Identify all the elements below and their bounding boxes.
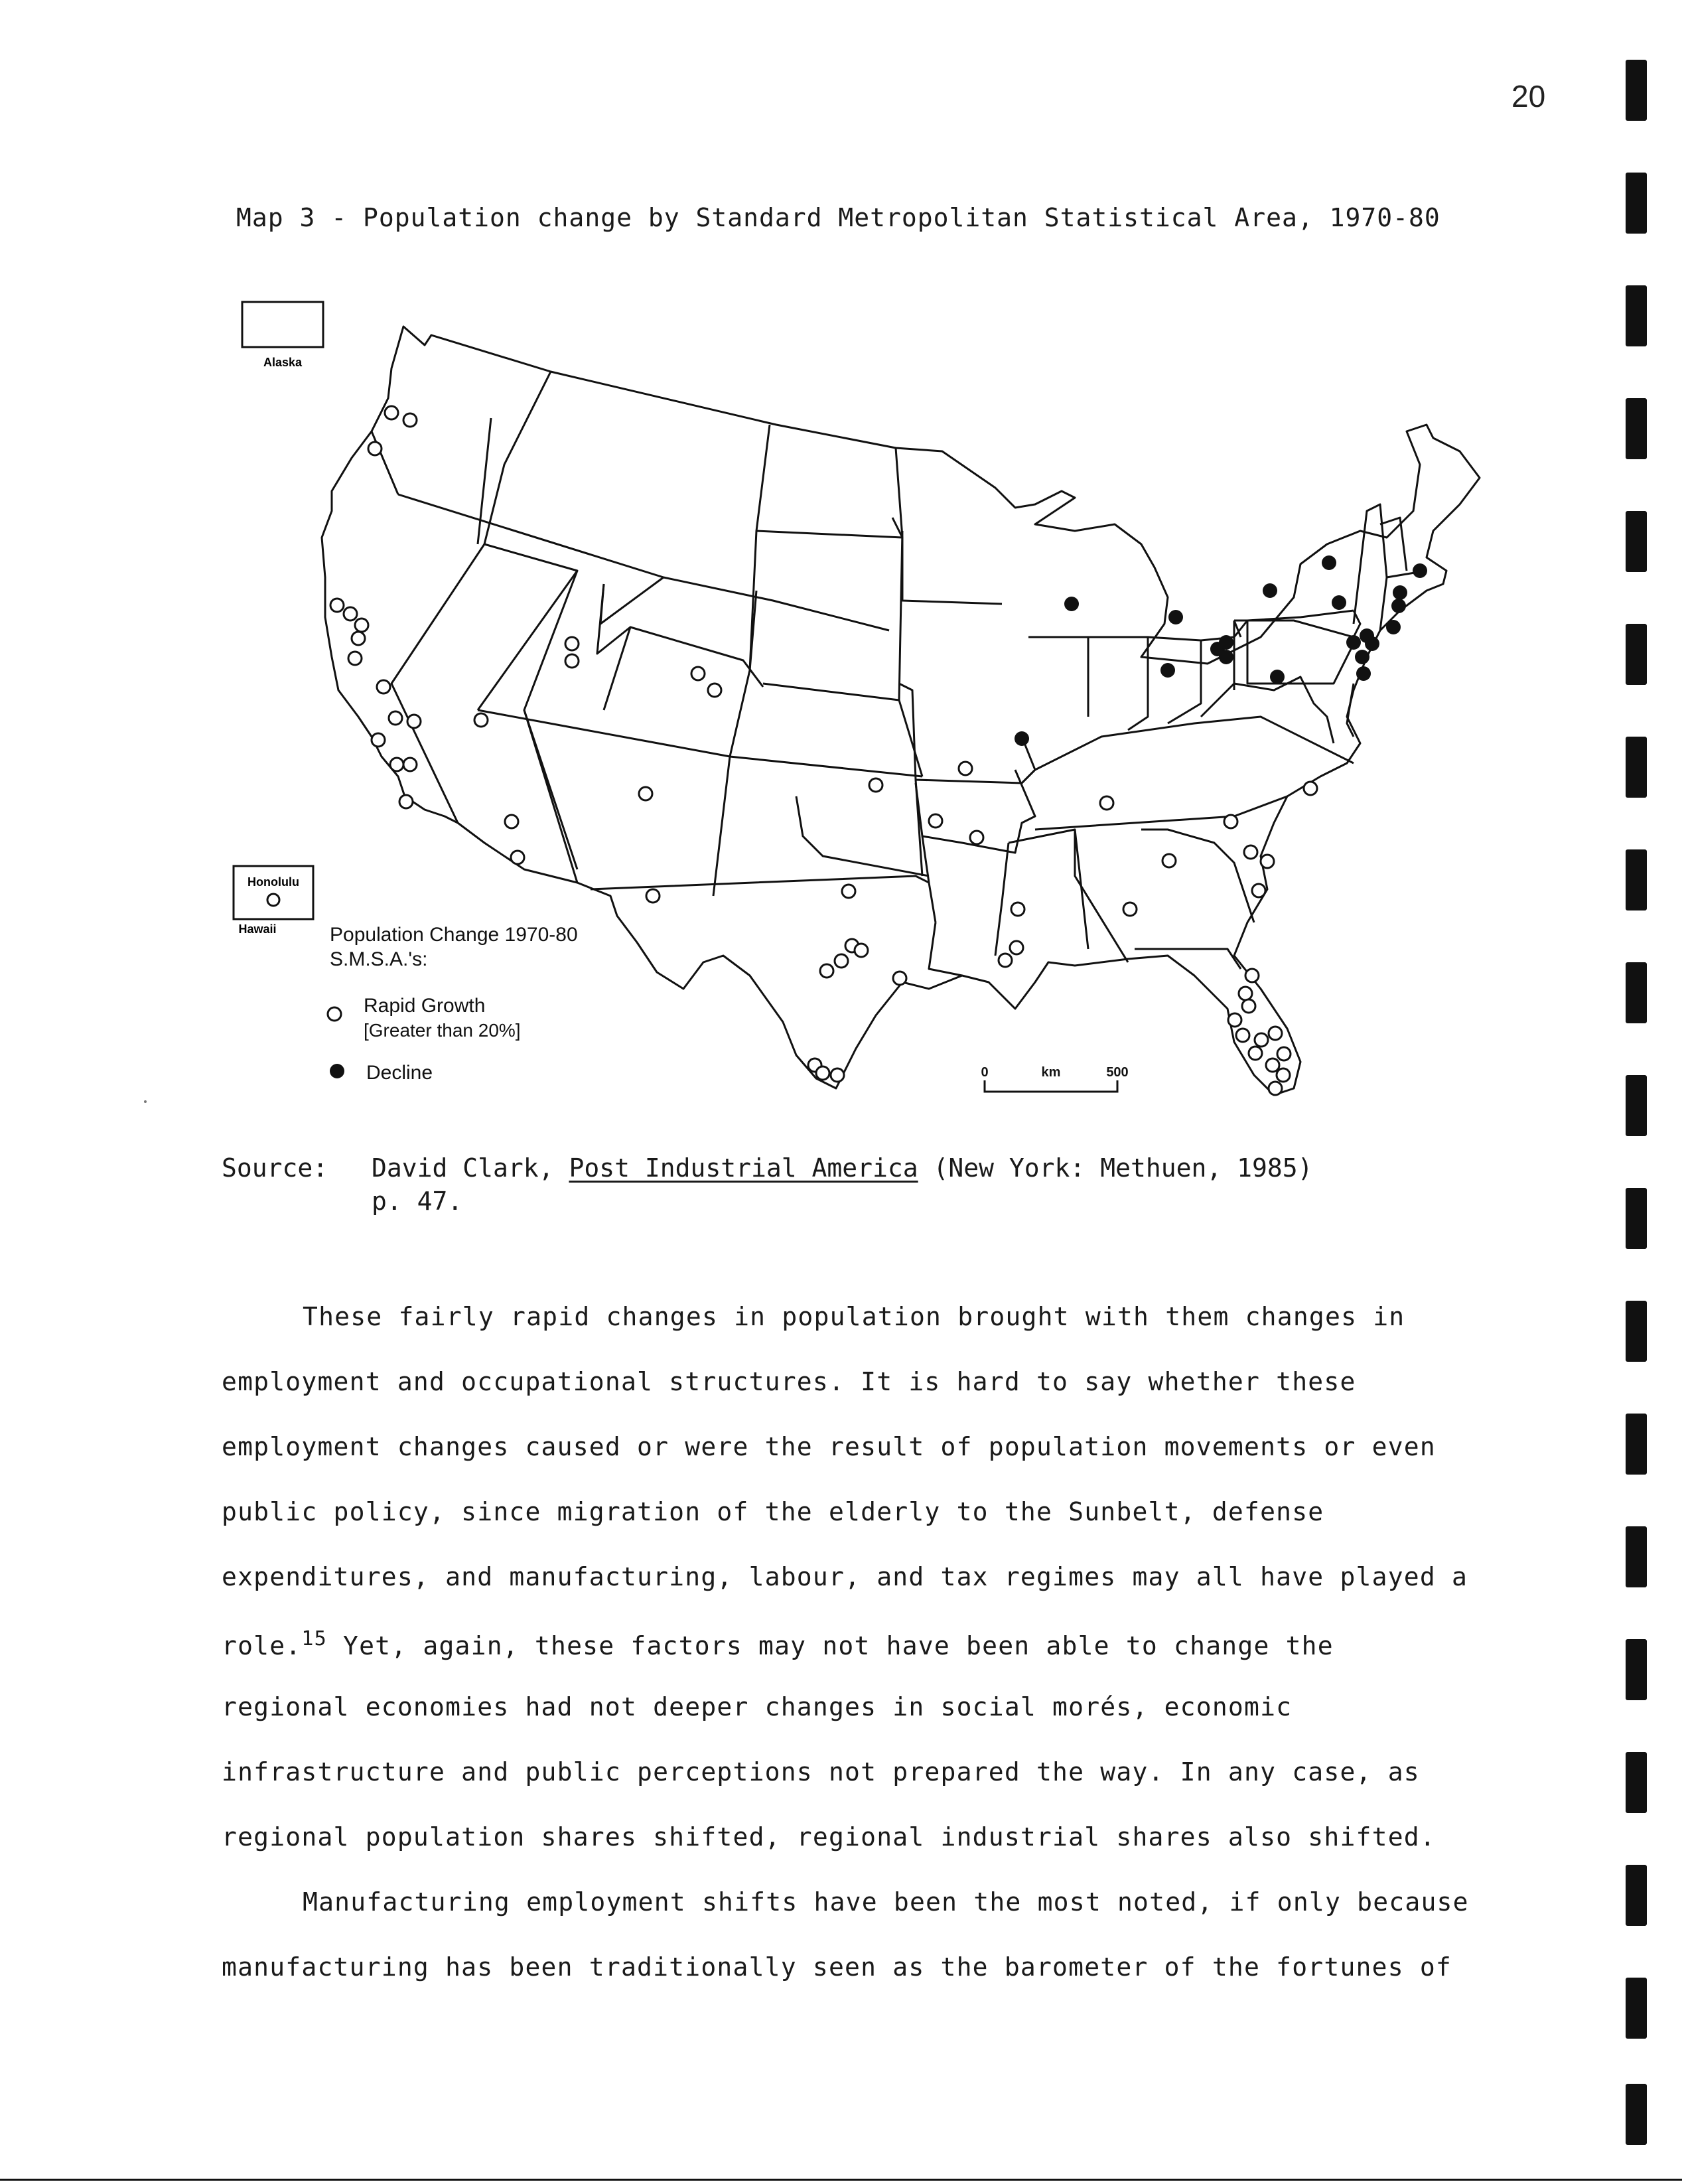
scale-bar	[981, 1065, 1128, 1092]
binding-mark	[1626, 1978, 1647, 2039]
binding-mark	[1626, 1301, 1647, 1362]
map-legend	[328, 924, 578, 1084]
body-text	[222, 1302, 1535, 2017]
alaska-label: Alaska	[263, 356, 303, 369]
body-line: manufacturing has been traditionally seen as the barometer of the fortunes of	[222, 1952, 1452, 1982]
page-bottom-rule	[0, 2179, 1682, 2181]
binding-mark	[1626, 173, 1647, 234]
growth-markers	[330, 406, 1317, 1095]
binding-mark	[1626, 1414, 1647, 1475]
legend-decline-label: Decline	[366, 1062, 433, 1084]
body-line: regional population shares shifted, regional industrial shares also shifted.	[222, 1822, 1436, 1852]
body-line-end: Yet, again, these factors may not have been able to change the	[326, 1631, 1334, 1660]
binding-marks	[1626, 53, 1652, 2144]
scale-max: 500	[1106, 1065, 1129, 1080]
binding-mark	[1626, 849, 1647, 910]
body-line: infrastructure and public perceptions not prepared the way. In any case, as	[222, 1757, 1420, 1786]
scale-zero: 0	[981, 1065, 989, 1080]
binding-mark	[1626, 398, 1647, 459]
hawaii-label: Hawaii	[238, 922, 277, 936]
binding-mark	[1626, 1752, 1647, 1813]
binding-mark	[1626, 962, 1647, 1023]
legend-growth-detail: [Greater than 20%]	[364, 1020, 521, 1041]
binding-mark	[1626, 60, 1647, 121]
honolulu-label: Honolulu	[247, 875, 299, 889]
decline-markers	[1015, 555, 1427, 746]
binding-mark	[1626, 2084, 1647, 2145]
binding-mark	[1626, 285, 1647, 346]
map-title: Map 3 - Population change by Standard Metropolitan Statistical Area, 1970-80	[236, 203, 1440, 232]
body-line-start: role.	[222, 1631, 302, 1660]
scale-unit: km	[1041, 1065, 1061, 1080]
binding-mark	[1626, 1188, 1647, 1249]
page-number: 20	[1511, 79, 1546, 113]
body-line: Manufacturing employment shifts have been the most noted, if only because	[303, 1887, 1469, 1917]
binding-mark	[1626, 1639, 1647, 1700]
binding-mark	[1626, 624, 1647, 685]
binding-mark	[1626, 1075, 1647, 1136]
hawaii-inset	[234, 866, 313, 936]
footnote-marker: 15	[301, 1627, 327, 1650]
body-line: expenditures, and manufacturing, labour, and tax regimes may all have played a	[222, 1562, 1468, 1591]
legend-subtitle: S.M.S.A.'s:	[330, 948, 428, 970]
source-page: p. 47.	[372, 1187, 463, 1216]
body-line: employment changes caused or were the result of population movements or even	[222, 1432, 1436, 1461]
legend-growth-label: Rapid Growth	[364, 995, 486, 1017]
rapid-growth-symbol	[328, 1007, 341, 1021]
legend-title: Population Change 1970-80	[330, 924, 578, 946]
decline-symbol	[330, 1064, 344, 1078]
source-label: Source:	[222, 1153, 328, 1183]
scan-speck	[144, 1100, 147, 1103]
binding-mark	[1626, 1865, 1647, 1926]
population-change-map	[219, 285, 1513, 1122]
map-source	[222, 1151, 1312, 1218]
body-line	[222, 1627, 1535, 1692]
body-line: public policy, since migration of the elderly to the Sunbelt, defense	[222, 1497, 1324, 1526]
body-line: regional economies had not deeper changes in social morés, economic	[222, 1692, 1293, 1721]
binding-mark	[1626, 1526, 1647, 1587]
source-publisher: (New York: Methuen, 1985)	[933, 1153, 1313, 1183]
source-book-title: Post Industrial America	[569, 1153, 918, 1183]
binding-mark	[1626, 511, 1647, 572]
alaska-inset	[242, 302, 323, 369]
source-author: David Clark,	[372, 1153, 554, 1183]
body-line: employment and occupational structures. It is hard to say whether these	[222, 1367, 1356, 1396]
body-line: These fairly rapid changes in population brought with them changes in	[303, 1302, 1405, 1331]
binding-mark	[1626, 737, 1647, 798]
